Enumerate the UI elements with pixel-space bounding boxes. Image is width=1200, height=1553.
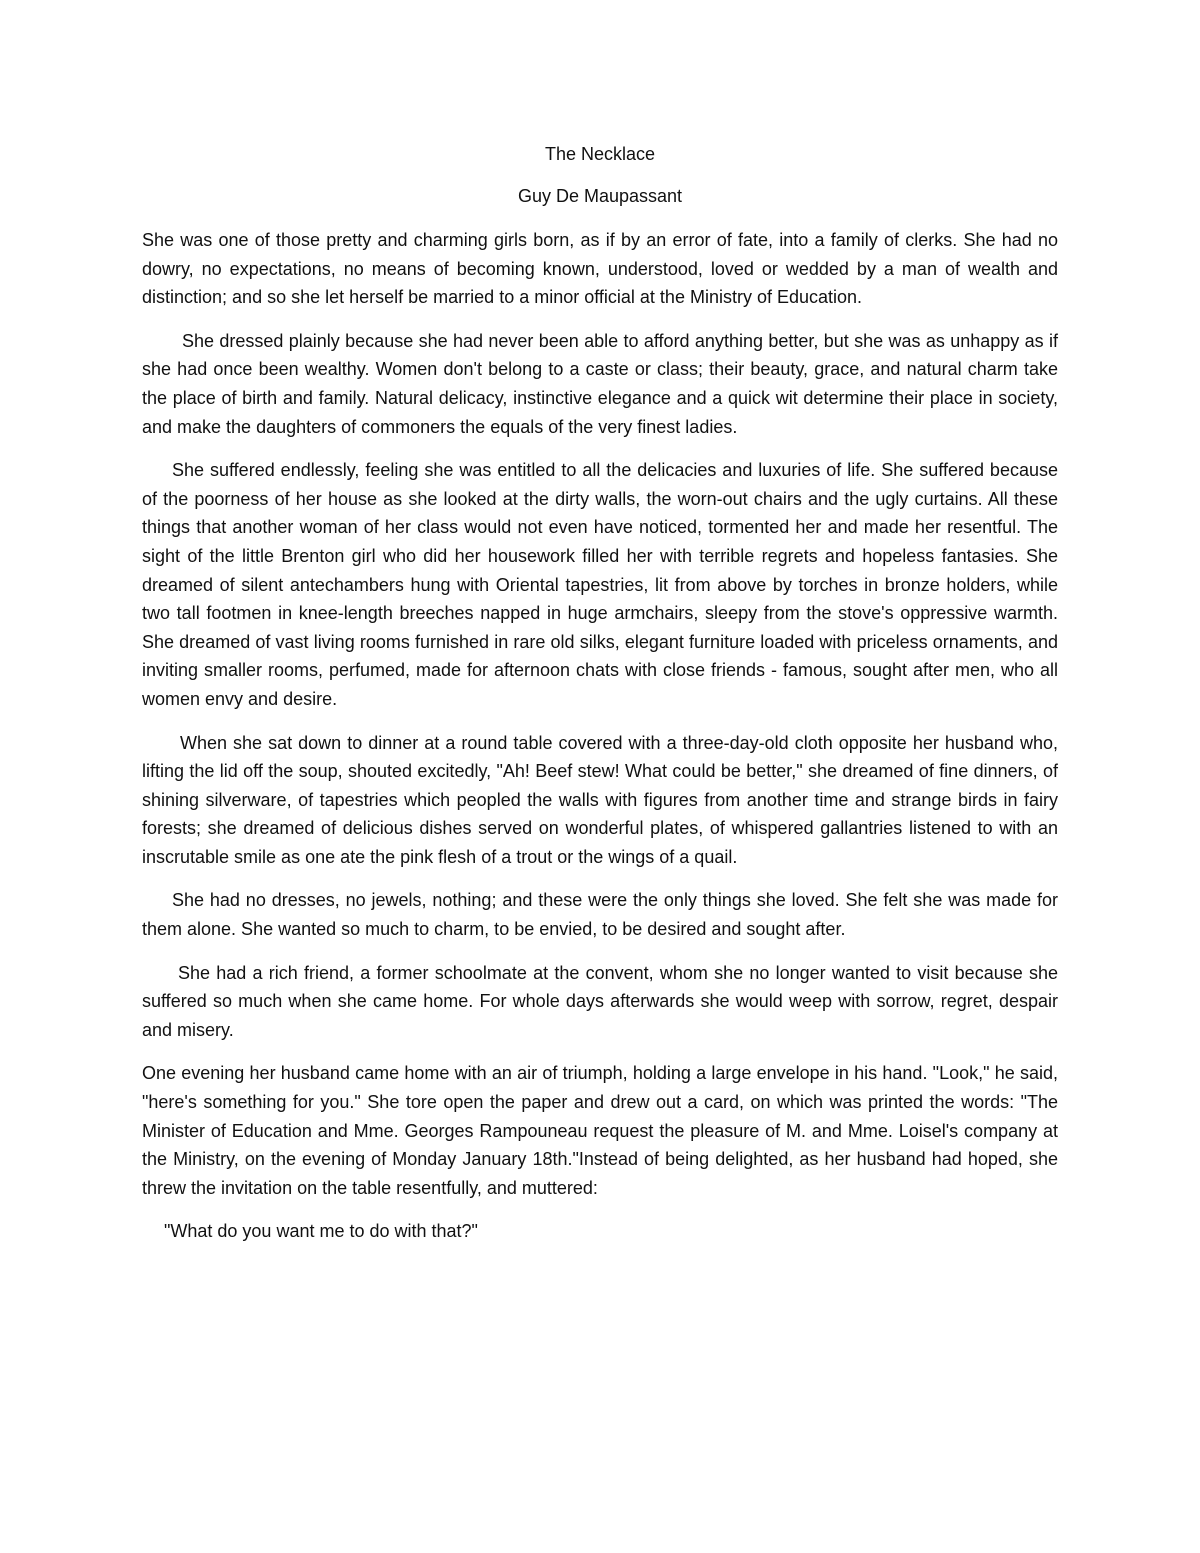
paragraph-2: She dressed plainly because she had never been able to afford anything better, but she was as unhappy as if she had once been wealthy. Women don't belong to a caste or class; their beauty, grace, and natural charm take the place of birth and family. Natural delicacy, instinctive elegance and a quick wit determine their place in society, and make the daughters of commoners the equals of the very finest ladies. <box>142 330 1058 437</box>
document-title: The Necklace <box>544 144 656 164</box>
paragraph-4: When she sat down to dinner at a round table covered with a three-day-old cloth opposite her husband who, lifting the lid off the soup, shouted excitedly, "Ah! Beef stew! What could be better," she dreamed of fine dinners, of shining silverware, of tapestries which peopled the walls with figures from another time and strange birds in fairy forests; she dreamed of delicious dishes served on wonderful plates, of whispered gallantries listened to with an inscrutable smile as one ate the pink flesh of a trout or the wings of a quail. <box>142 732 1058 867</box>
paragraph-6: She had a rich friend, a former schoolmate at the convent, whom she no longer wanted to visit because she suffered so much when she came home. For whole days afterwards she would weep with sorrow, regret, despair and misery. <box>142 962 1058 1040</box>
paragraph-5: She had no dresses, no jewels, nothing; and these were the only things she loved. She felt she was made for them alone. She wanted so much to charm, to be envied, to be desired and sought after. <box>142 890 1058 940</box>
document-page <box>142 140 1058 1261</box>
document-author: Guy De Maupassant <box>517 186 683 206</box>
paragraph-3: She suffered endlessly, feeling she was entitled to all the delicacies and luxuries of life. She suffered because of the poorness of her house as she looked at the dirty walls, the worn-out chairs and the ugly curtains. All these things that another woman of her class would not even have noticed, tormented her and made her resentful. The sight of the little Brenton girl who did her housework filled her with terrible regrets and hopeless fantasies. She dreamed of silent antechambers hung with Oriental tapestries, lit from above by torches in bronze holders, while two tall footmen in knee-length breeches napped in huge armchairs, sleepy from the stove's oppressive warmth. She dreamed of vast living rooms furnished in rare old silks, elegant furniture loaded with priceless ornaments, and inviting smaller rooms, perfumed, made for afternoon chats with close friends - famous, sought after men, who all women envy and desire. <box>142 460 1058 709</box>
paragraph-1: She was one of those pretty and charming girls born, as if by an error of fate, into a family of clerks. She had no dowry, no expectations, no means of becoming known, understood, loved or wedded by a man of wealth and distinction; and so she let herself be married to a minor official at the Ministry of Education. <box>142 230 1058 308</box>
paragraph-8-quote: "What do you want me to do with that?" <box>164 1221 478 1242</box>
paragraph-7: One evening her husband came home with an air of triumph, holding a large envelope in his hand. "Look," he said, "here's something for you." She tore open the paper and drew out a card, on which was printed the words: "The Minister of Education and Mme. Georges Rampouneau request the pleasure of M. and Mme. Loisel's company at the Ministry, on the evening of Monday January 18th."Instead of being delighted, as her husband had hoped, she threw the invitation on the table resentfully, and muttered: <box>142 1063 1058 1198</box>
